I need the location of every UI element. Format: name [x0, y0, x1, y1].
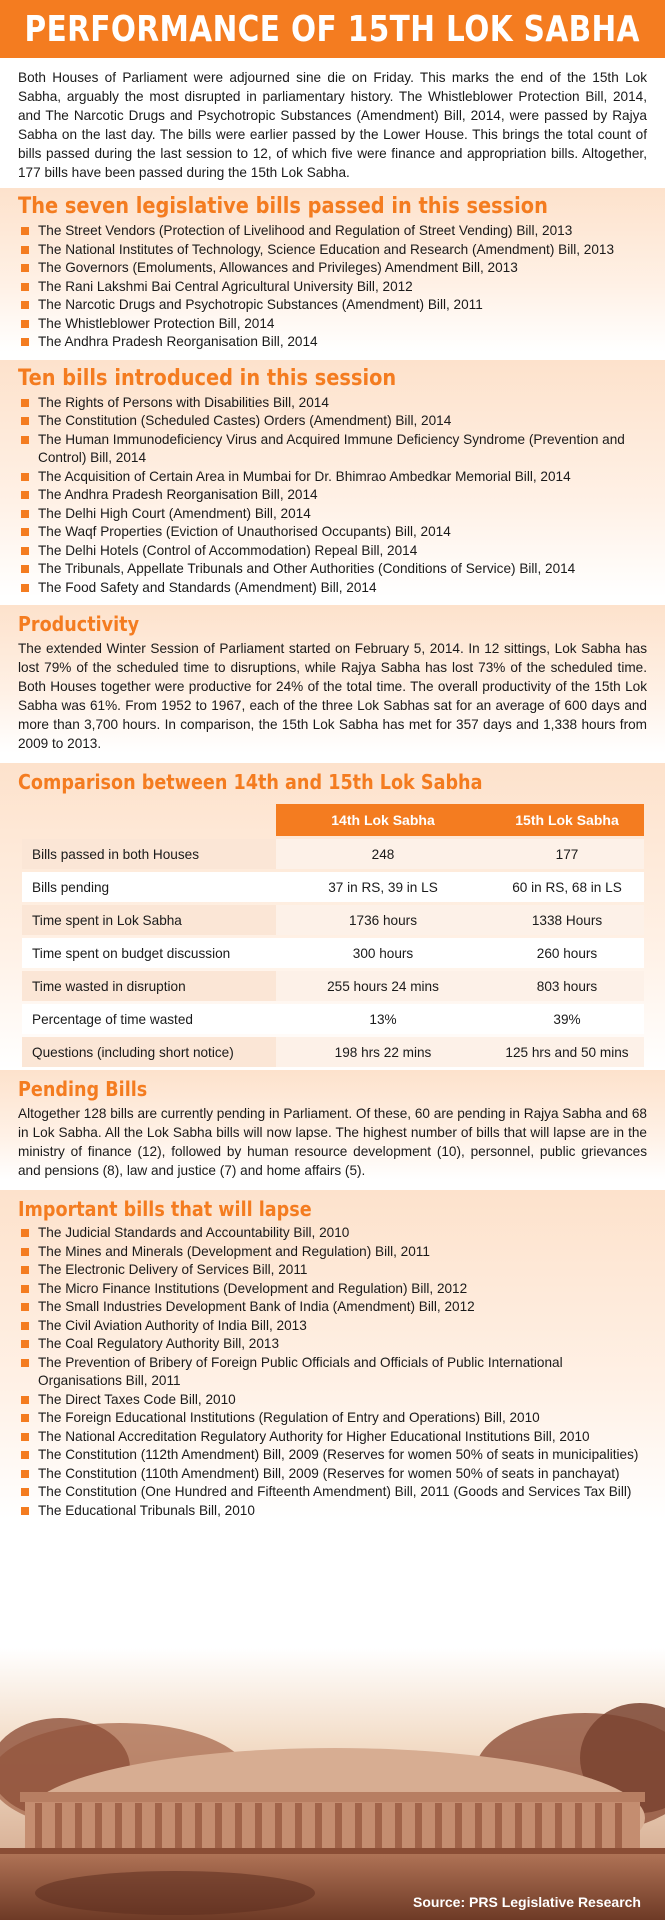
list-item: [18, 1409, 647, 1428]
parliament-building-illustration: [0, 1648, 665, 1920]
passed-section: [0, 188, 665, 352]
list-item-text: The Coal Regulatory Authority Bill, 2013: [38, 1336, 280, 1351]
table-row: [22, 1037, 644, 1067]
cell-14th: 248: [276, 839, 490, 869]
row-label: Percentage of time wasted: [22, 1004, 276, 1034]
list-item-text: The Tribunals, Appellate Tribunals and Other Authorities (Conditions of Service) Bill, 2014: [38, 561, 576, 576]
list-item-text: The Street Vendors (Protection of Livelihood and Regulation of Street Vending) Bill, 2013: [38, 223, 573, 238]
bullet-square-icon: [21, 1470, 29, 1478]
bullet-square-icon: [21, 547, 29, 555]
list-item-text: The Constitution (Scheduled Castes) Orders (Amendment) Bill, 2014: [38, 413, 452, 428]
bullet-square-icon: [21, 246, 29, 254]
table-row: [22, 839, 644, 869]
list-item: [18, 1298, 647, 1317]
bullet-square-icon: [21, 417, 29, 425]
row-label: Questions (including short notice): [22, 1037, 276, 1067]
bullet-square-icon: [21, 283, 29, 291]
cell-14th: 37 in RS, 39 in LS: [276, 872, 490, 902]
list-item: [18, 1354, 647, 1391]
bullet-square-icon: [21, 584, 29, 592]
list-item: [18, 579, 647, 598]
list-item: [18, 222, 647, 241]
bullet-square-icon: [21, 301, 29, 309]
list-item: [18, 1335, 647, 1354]
lapse-list: [0, 1224, 665, 1520]
table-row: [22, 971, 644, 1001]
cell-15th: 125 hrs and 50 mins: [490, 1037, 644, 1067]
comparison-table: [22, 801, 644, 1070]
bullet-square-icon: [21, 510, 29, 518]
comparison-heading: Comparison between 14th and 15th Lok Sabha: [18, 770, 483, 794]
list-item-text: The Constitution (One Hundred and Fifteenth Amendment) Bill, 2011 (Goods and Services Tax Bill): [38, 1484, 632, 1499]
list-item-text: The Human Immunodeficiency Virus and Acquired Immune Deficiency Syndrome (Prevention and Control) Bill, 2014: [38, 431, 625, 465]
cell-15th: 177: [490, 839, 644, 869]
bullet-square-icon: [21, 1285, 29, 1293]
bullet-square-icon: [21, 1414, 29, 1422]
bullet-square-icon: [21, 1488, 29, 1496]
parliament-photo: [0, 1648, 665, 1920]
list-item: [18, 1428, 647, 1447]
cell-15th: 260 hours: [490, 938, 644, 968]
column-header-14th: 14th Lok Sabha: [276, 804, 490, 836]
list-item-text: The Educational Tribunals Bill, 2010: [38, 1502, 255, 1518]
row-label: Time wasted in disruption: [22, 971, 276, 1001]
productivity-section: [0, 605, 665, 753]
bullet-square-icon: [21, 1433, 29, 1441]
title-banner: [0, 0, 665, 58]
list-item: [18, 296, 647, 315]
cell-15th: 60 in RS, 68 in LS: [490, 872, 644, 902]
list-item: [18, 468, 647, 487]
list-item: [18, 278, 647, 297]
list-item: [18, 412, 647, 431]
bullet-square-icon: [21, 1507, 29, 1515]
cell-15th: 1338 Hours: [490, 905, 644, 935]
bullet-square-icon: [21, 436, 29, 444]
bullet-square-icon: [21, 399, 29, 407]
list-item-text: The Governors (Emoluments, Allowances and Privileges) Amendment Bill, 2013: [38, 260, 518, 275]
lapse-section: [0, 1190, 665, 1520]
list-item-text: The Civil Aviation Authority of India Bill, 2013: [38, 1317, 307, 1333]
list-item: [18, 1224, 647, 1243]
list-item: [18, 1483, 647, 1502]
list-item: [18, 1261, 647, 1280]
list-item: [18, 333, 647, 352]
introduced-section: [0, 360, 665, 598]
pending-section: [0, 1070, 665, 1180]
cell-14th: 255 hours 24 mins: [276, 971, 490, 1001]
list-item: [18, 315, 647, 334]
bullet-square-icon: [21, 491, 29, 499]
bullet-square-icon: [21, 227, 29, 235]
bullet-square-icon: [21, 1248, 29, 1256]
bullet-square-icon: [21, 1322, 29, 1330]
page-title: PERFORMANCE OF 15TH LOK SABHA: [24, 8, 641, 50]
table-row: [22, 1004, 644, 1034]
list-item-text: The Rani Lakshmi Bai Central Agricultural University Bill, 2012: [38, 278, 413, 294]
bullet-square-icon: [21, 264, 29, 272]
list-item: [18, 1391, 647, 1410]
list-item-text: The Electronic Delivery of Services Bill, 2011: [38, 1262, 308, 1277]
bullet-square-icon: [21, 1451, 29, 1459]
list-item-text: The Narcotic Drugs and Psychotropic Substances (Amendment) Bill, 2011: [38, 297, 483, 312]
column-header-15th: 15th Lok Sabha: [490, 804, 644, 836]
list-item: [18, 431, 647, 468]
list-item: [18, 1502, 647, 1521]
list-item: [18, 505, 647, 524]
list-item-text: The Direct Taxes Code Bill, 2010: [38, 1391, 236, 1407]
list-item-text: The Micro Finance Institutions (Development and Regulation) Bill, 2012: [38, 1280, 468, 1296]
bullet-square-icon: [21, 1359, 29, 1367]
list-item-text: The Foreign Educational Institutions (Regulation of Entry and Operations) Bill, 2010: [38, 1410, 540, 1425]
list-item-text: The Whistleblower Protection Bill, 2014: [38, 315, 275, 331]
cell-14th: 13%: [276, 1004, 490, 1034]
list-item: [18, 394, 647, 413]
list-item: [18, 560, 647, 579]
list-item-text: The Prevention of Bribery of Foreign Public Officials and Officials of Public International Organisations Bill, 2011: [38, 1354, 563, 1388]
list-item-text: The Small Industries Development Bank of India (Amendment) Bill, 2012: [38, 1299, 475, 1314]
list-item: [18, 1465, 647, 1484]
table-corner: [22, 804, 276, 836]
cell-14th: 1736 hours: [276, 905, 490, 935]
introduced-heading: Ten bills introduced in this session: [18, 365, 397, 391]
list-item: [18, 542, 647, 561]
intro-paragraph: Both Houses of Parliament were adjourned sine die on Friday. This marks the end of the 15th Lok Sabha, arguably the most disrupted in parliamentary history. The Whistleblower Protection Bill, 2014, and The Narcotic Drugs and Psychotropic Substances (Amendment) Bill, 2014, were passed by Rajya Sabha on the last day. The bills were earlier passed by the Lower House. This brings the total count of bills passed during the last session to 12, of which five were finance and appropriation bills. Altogether, 177 bills have been passed during the 15th Lok Sabha.: [18, 70, 647, 180]
bullet-square-icon: [21, 338, 29, 346]
list-item-text: The Mines and Minerals (Development and Regulation) Bill, 2011: [38, 1243, 430, 1259]
list-item: [18, 1317, 647, 1336]
bullet-square-icon: [21, 473, 29, 481]
list-item: [18, 486, 647, 505]
list-item-text: The Judicial Standards and Accountability Bill, 2010: [38, 1225, 350, 1240]
list-item-text: The Constitution (112th Amendment) Bill, 2009 (Reserves for women 50% of seats in municipalities): [38, 1447, 639, 1462]
row-label: Bills pending: [22, 872, 276, 902]
list-item-text: The Rights of Persons with Disabilities Bill, 2014: [38, 394, 329, 410]
row-label: Time spent in Lok Sabha: [22, 905, 276, 935]
table-row: [22, 905, 644, 935]
bullet-square-icon: [21, 1303, 29, 1311]
list-item-text: The Andhra Pradesh Reorganisation Bill, 2014: [38, 334, 318, 349]
bullet-square-icon: [21, 1229, 29, 1237]
cell-15th: 39%: [490, 1004, 644, 1034]
bullet-square-icon: [21, 1340, 29, 1348]
bullet-square-icon: [21, 1396, 29, 1404]
list-item-text: The Acquisition of Certain Area in Mumbai for Dr. Bhimrao Ambedkar Memorial Bill, 2014: [38, 468, 571, 484]
row-label: Bills passed in both Houses: [22, 839, 276, 869]
pending-heading: Pending Bills: [18, 1077, 148, 1101]
bullet-square-icon: [21, 1266, 29, 1274]
passed-heading: The seven legislative bills passed in this session: [18, 194, 548, 219]
cell-14th: 300 hours: [276, 938, 490, 968]
productivity-paragraph: The extended Winter Session of Parliament started on February 5, 2014. In 12 sittings, Lok Sabha has lost 79% of the scheduled time to disruptions, while Rajya Sabha has lost 73% of the scheduled time. Both Houses together were productive for 24% of the total time. The overall productivity of the 15th Lok Sabha was 61%. From 1952 to 1967, each of the three Lok Sabhas sat for an average of 600 days and more than 3,700 hours. In comparison, the 15th Lok Sabha has met for 357 days and 1,338 hours from 2009 to 2013.: [18, 641, 647, 751]
list-item-text: The Food Safety and Standards (Amendment) Bill, 2014: [38, 579, 377, 595]
lapse-heading: Important bills that will lapse: [18, 1197, 312, 1221]
list-item: [18, 259, 647, 278]
list-item-text: The National Institutes of Technology, Science Education and Research (Amendment) Bill, 2013: [38, 241, 615, 257]
bullet-square-icon: [21, 565, 29, 573]
passed-list: [0, 222, 665, 352]
list-item: [18, 241, 647, 260]
list-item: [18, 1446, 647, 1465]
source-credit: Source: PRS Legislative Research: [413, 1894, 641, 1910]
cell-15th: 803 hours: [490, 971, 644, 1001]
list-item-text: The National Accreditation Regulatory Authority for Higher Educational Institutions Bill, 2010: [38, 1428, 590, 1444]
productivity-heading: Productivity: [18, 612, 140, 636]
list-item-text: The Delhi Hotels (Control of Accommodation) Repeal Bill, 2014: [38, 542, 418, 558]
table-row: [22, 872, 644, 902]
list-item-text: The Waqf Properties (Eviction of Unauthorised Occupants) Bill, 2014: [38, 524, 451, 539]
list-item-text: The Constitution (110th Amendment) Bill, 2009 (Reserves for women 50% of seats in panchayat): [38, 1465, 620, 1481]
row-label: Time spent on budget discussion: [22, 938, 276, 968]
bullet-square-icon: [21, 528, 29, 536]
list-item: [18, 523, 647, 542]
table-row: [22, 938, 644, 968]
comparison-section: [0, 763, 665, 1070]
list-item: [18, 1280, 647, 1299]
cell-14th: 198 hrs 22 mins: [276, 1037, 490, 1067]
list-item-text: The Andhra Pradesh Reorganisation Bill, 2014: [38, 487, 318, 502]
list-item-text: The Delhi High Court (Amendment) Bill, 2014: [38, 505, 311, 521]
list-item: [18, 1243, 647, 1262]
bullet-square-icon: [21, 320, 29, 328]
introduced-list: [0, 394, 665, 598]
pending-paragraph: Altogether 128 bills are currently pending in Parliament. Of these, 60 are pending in Rajya Sabha and 68 in Lok Sabha. All the Lok Sabha bills will now lapse. The highest number of bills that will lapse are in the ministry of finance (12), followed by human resource development (10), personnel, public grievances and pensions (8), law and justice (7) and home affairs (5).: [18, 1106, 647, 1178]
